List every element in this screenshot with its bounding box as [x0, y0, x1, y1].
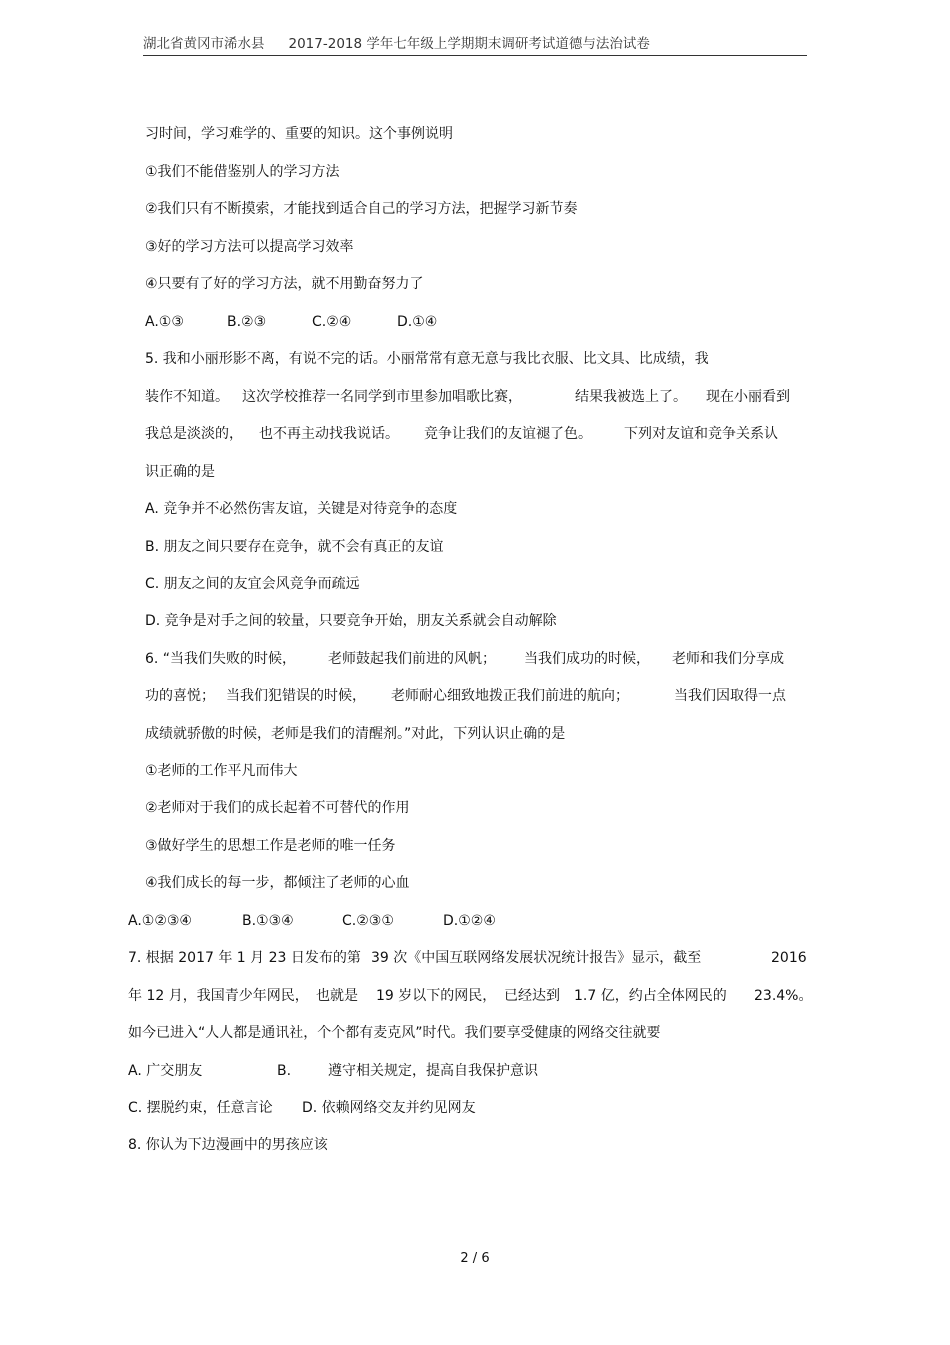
q4-option-b: B.②③: [227, 314, 267, 330]
q5-line-3-part-3: 竞争让我们的友谊褪了色。: [424, 426, 592, 442]
q7-line-1: [128, 949, 807, 967]
q6-option-d: D.①②④: [443, 913, 496, 929]
q4-item-1: ①我们不能借鉴别人的学习方法: [145, 164, 340, 180]
q5-line-2-part-3: 结果我被选上了。: [575, 389, 687, 405]
q5-line-2-part-4: 现在小丽看到: [706, 389, 790, 405]
q6-line-1-part-3: 当我们成功的时候，: [524, 651, 650, 667]
q6-line-2: [145, 687, 786, 705]
q5-line-2: [145, 388, 790, 406]
q7-options-cd: [128, 1099, 476, 1117]
q6-item-1: ①老师的工作平凡而伟大: [145, 763, 298, 779]
q4-option-c: C.②④: [312, 314, 352, 330]
q7-line-1-part-3: 2016: [771, 950, 807, 966]
q5-line-2-part-2: 这次学校推荐一名同学到市里参加唱歌比赛，: [242, 389, 522, 405]
q5-line-1: 5. 我和小丽形影不离，有说不完的话。小丽常常有意无意与我比衣服、比文具、比成绩，我: [145, 351, 709, 367]
q5-option-d: D. 竞争是对手之间的较量，只要竞争开始，朋友关系就会自动解除: [145, 613, 557, 629]
q7-line-2-part-3: 19 岁以下的网民，: [376, 988, 497, 1004]
q6-option-a: A.①②③④: [128, 913, 192, 929]
q6-item-2: ②老师对于我们的成长起着不可替代的作用: [145, 800, 410, 816]
q4-item-3: ③好的学习方法可以提高学习效率: [145, 239, 354, 255]
q7-option-c: C. 摆脱约束，任意言论: [128, 1100, 273, 1116]
header-left: 湖北省黄冈市浠水县: [143, 36, 265, 52]
q6-line-1: [145, 650, 784, 668]
q7-option-b-label: B.: [277, 1063, 292, 1079]
q6-line-2-part-2: 当我们犯错误的时候，: [226, 688, 366, 704]
q4-options: [145, 313, 437, 331]
q4-option-a: A.①③: [145, 314, 184, 330]
q5-option-c: C. 朋友之间的友宜会风竞争而疏远: [145, 576, 360, 592]
q6-line-1-part-1: 6. “当我们失败的时候，: [145, 651, 297, 667]
q6-options: [128, 912, 496, 930]
q5-line-3-part-2: 也不再主动找我说话。: [259, 426, 399, 442]
q7-line-2-part-2: 也就是: [316, 988, 358, 1004]
page-header: [143, 32, 807, 52]
q7-line-2-part-1: 年 12 月，我国青少年网民，: [128, 988, 309, 1004]
q6-item-3: ③做好学生的思想工作是老师的唯一任务: [145, 838, 396, 854]
q6-line-2-part-1: 功的喜悦；: [145, 688, 215, 704]
q7-line-2-part-5: 1.7 亿，约占全体网民的: [574, 988, 727, 1004]
q6-line-2-part-3: 老师耐心细致地拨正我们前进的航向；: [391, 688, 629, 704]
q6-line-1-part-4: 老师和我们分享成: [672, 651, 784, 667]
header-rule: [143, 55, 807, 56]
page-number: 2 / 6: [460, 1251, 490, 1266]
q7-option-d: D. 依赖网络交友并约见网友: [302, 1100, 476, 1116]
q6-line-2-part-4: 当我们因取得一点: [674, 688, 786, 704]
q5-line-3-part-4: 下列对友谊和竞争关系认: [624, 426, 778, 442]
q7-line-2: [128, 987, 812, 1005]
q7-options-ab: [128, 1062, 538, 1080]
q5-option-b: B. 朋友之间只要存在竞争，就不会有真正的友谊: [145, 539, 444, 555]
q8-text: 8. 你认为下边漫画中的男孩应该: [128, 1137, 328, 1153]
q5-line-4: 识正确的是: [145, 464, 215, 480]
q7-line-2-part-6: 23.4%。: [754, 988, 813, 1004]
q4-option-d: D.①④: [397, 314, 438, 330]
q4-item-2: ②我们只有不断摸索，才能找到适合自己的学习方法，把握学习新节奏: [145, 201, 578, 217]
header-right: 2017-2018 学年七年级上学期期末调研考试道德与法治试卷: [288, 36, 650, 52]
q7-line-3: 如今已进入“人人都是通讯社，个个都有麦克风”时代。我们要享受健康的网络交往就要: [128, 1025, 661, 1041]
q4-continuation: 习时间，学习难学的、重要的知识。这个事例说明: [145, 126, 453, 142]
q6-item-4: ④我们成长的每一步，都倾注了老师的心血: [145, 875, 410, 891]
q7-line-2-part-4: 已经达到: [504, 988, 560, 1004]
q5-line-2-part-1: 装作不知道。: [145, 389, 229, 405]
q6-option-b: B.①③④: [242, 913, 294, 929]
q7-option-a: A. 广交朋友: [128, 1063, 203, 1079]
q7-line-1-part-1: 7. 根据 2017 年 1 月 23 日发布的第: [128, 950, 361, 966]
q5-line-3: [145, 425, 778, 443]
q6-option-c: C.②③①: [342, 913, 394, 929]
q5-line-3-part-1: 我总是淡淡的，: [145, 426, 243, 442]
q5-option-a: A. 竞争并不必然伤害友谊，关键是对待竞争的态度: [145, 501, 458, 517]
q7-option-b-text: 遵守相关规定，提高自我保护意识: [328, 1063, 538, 1079]
q4-item-4: ④只要有了好的学习方法，就不用勤奋努力了: [145, 276, 424, 292]
q7-line-1-part-2: 39 次《中国互联网络发展状况统计报告》显示，截至: [371, 950, 702, 966]
q6-line-1-part-2: 老师鼓起我们前进的风帆；: [328, 651, 496, 667]
q6-line-3: 成绩就骄傲的时候，老师是我们的清醒剂。”对此，下列认识止确的是: [145, 726, 566, 742]
